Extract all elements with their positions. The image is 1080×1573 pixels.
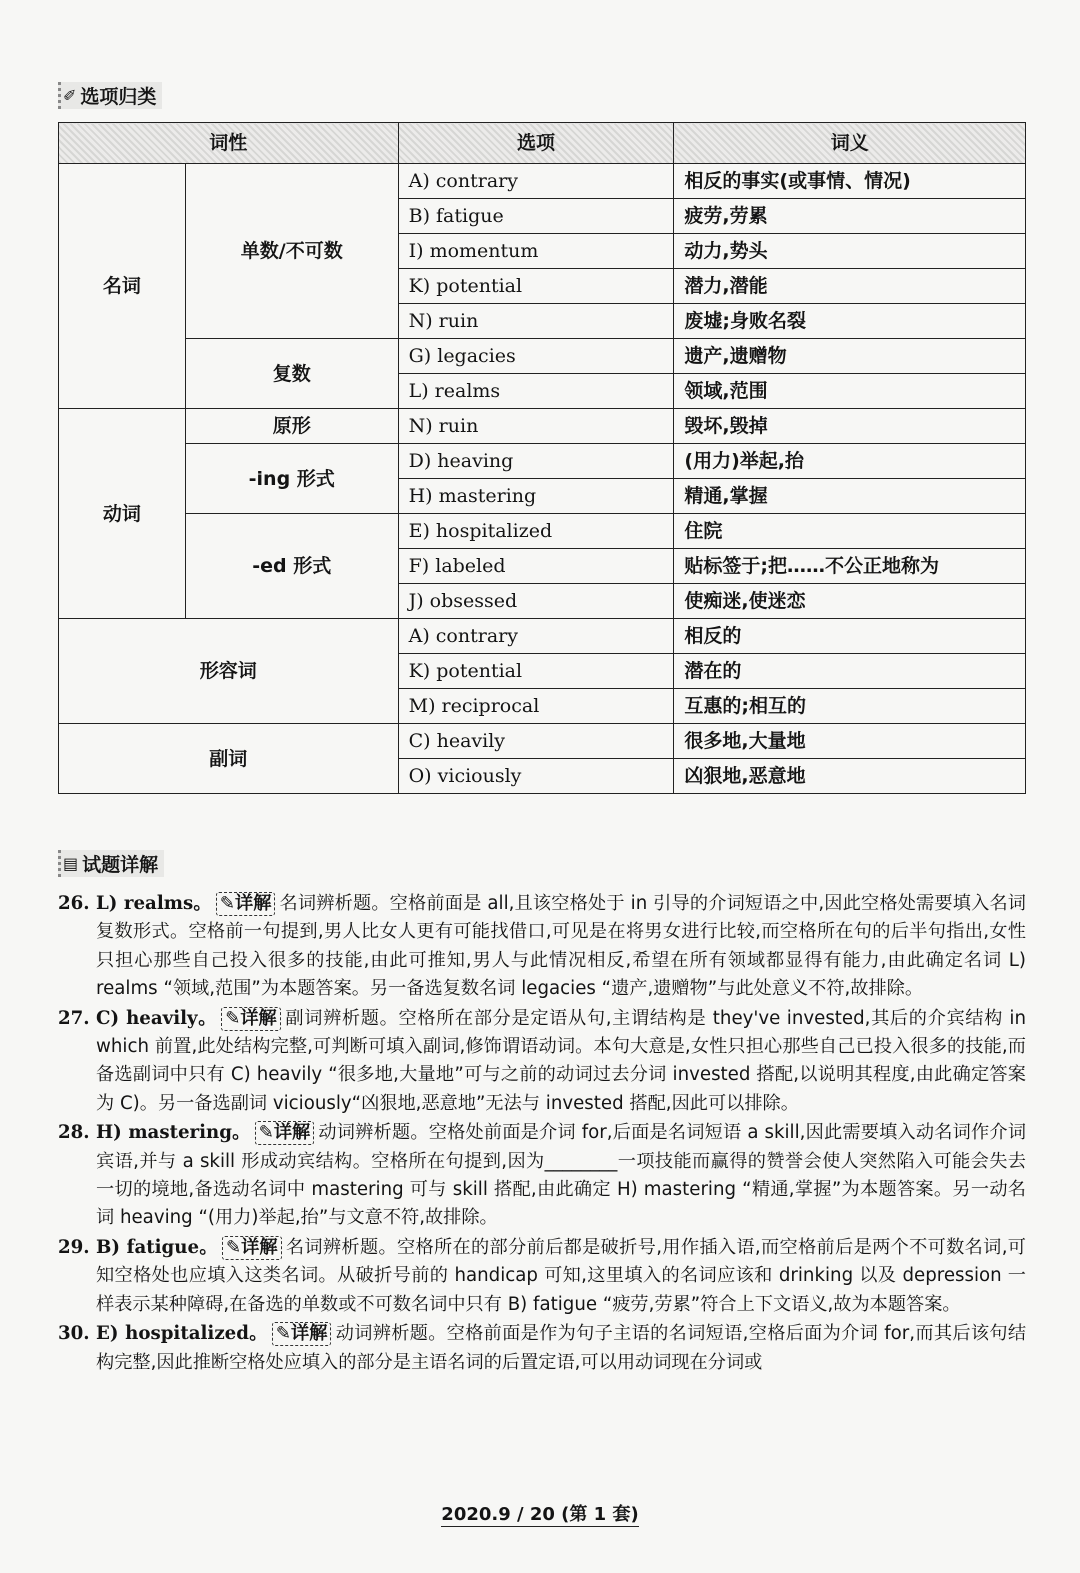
- pencil-icon: ✎: [258, 1122, 274, 1144]
- question-number: 27.: [58, 1007, 90, 1029]
- option-cell: C) heavily: [398, 724, 674, 759]
- table-row: [59, 619, 1026, 654]
- option-cell: F) labeled: [398, 549, 674, 584]
- explain-tag: ✎详解: [221, 1007, 281, 1031]
- meaning-cell: 潜力,潜能: [674, 269, 1026, 304]
- table-row: [59, 514, 1026, 549]
- option-cell: G) legacies: [398, 339, 674, 374]
- option-cell: B) fatigue: [398, 199, 674, 234]
- question-item: [58, 1005, 1026, 1119]
- meaning-cell: 动力,势头: [674, 234, 1026, 269]
- meaning-cell: 精通,掌握: [674, 479, 1026, 514]
- pencil-icon: ✎: [219, 893, 235, 914]
- meaning-cell: 疲劳,劳累: [674, 199, 1026, 234]
- explain-tag: ✎详解: [255, 1121, 315, 1145]
- meaning-cell: 凶狠地,恶意地: [674, 759, 1026, 794]
- question-text: 副词辨析题。空格所在部分是定语从句,主谓结构是 they've invested,其后的介宾结构 in which 前置,此处结构完整,可判断可填入副词,修饰谓语动词。本句大意是,女性只担心那些自己已投入很多的技能,而备选副词中只有 C) heavily “很多地,大量地”可与之前的动词过去分词 invested 搭配,以说明其程度,由此确定答案为 C)。另一备选副词 viciously“凶狠地,恶意地”无法与 invested 搭配,因此可以排除。: [96, 1007, 1026, 1114]
- question-item: [58, 1234, 1026, 1319]
- question-number: 26.: [58, 893, 90, 914]
- meaning-cell: 毁坏,毁掉: [674, 409, 1026, 444]
- meaning-cell: 遗产,遗赠物: [674, 339, 1026, 374]
- explain-tag: ✎详解: [216, 892, 276, 916]
- subpos-cell: 复数: [185, 339, 398, 409]
- question-item: [58, 1320, 1026, 1377]
- pos-cell: 名词: [59, 164, 186, 409]
- meaning-cell: 互惠的;相互的: [674, 689, 1026, 724]
- header-pos: 词性: [59, 123, 399, 164]
- question-number: 30.: [58, 1323, 90, 1345]
- pos-cell: 动词: [59, 409, 186, 619]
- table-header-row: [59, 123, 1026, 164]
- header-meaning: 词义: [674, 123, 1026, 164]
- question-text: 动词辨析题。空格处前面是介词 for,后面是名词短语 a skill,因此需要填入动名词作介词宾语,并与 a skill 形成动宾结构。空格所在句提到,因为________一项技能而赢得的赞誉会使人突然陷入可能会失去一切的境地,备选动名词中 mastering 可与 skill 搭配,由此确定 H) mastering “精通,掌握”为本题答案。另一动名词 heaving “(用力)举起,抬”与文意不符,故排除。: [96, 1122, 1027, 1229]
- option-cell: H) mastering: [398, 479, 674, 514]
- pos-cell: 副词: [59, 724, 399, 794]
- pencil-icon: ✎: [225, 1236, 242, 1258]
- meaning-cell: 很多地,大量地: [674, 724, 1026, 759]
- pencil-icon: ✎: [275, 1323, 292, 1345]
- section-title-detailed-explanation: [58, 850, 164, 877]
- option-cell: J) obsessed: [398, 584, 674, 619]
- meaning-cell: 潜在的: [674, 654, 1026, 689]
- vocabulary-table: [58, 122, 1026, 794]
- explanation-list: [58, 890, 1026, 1378]
- subpos-cell: -ing 形式: [185, 444, 398, 514]
- option-cell: I) momentum: [398, 234, 674, 269]
- subpos-cell: 原形: [185, 409, 398, 444]
- option-cell: A) contrary: [398, 619, 674, 654]
- meaning-cell: (用力)举起,抬: [674, 444, 1026, 479]
- option-cell: E) hospitalized: [398, 514, 674, 549]
- table-row: [59, 164, 1026, 199]
- page-footer: [0, 1500, 1080, 1526]
- option-cell: M) reciprocal: [398, 689, 674, 724]
- pos-cell: 形容词: [59, 619, 399, 724]
- question-answer: L) realms。: [96, 893, 212, 914]
- section-title-option-classification: [58, 82, 162, 109]
- book-icon: ▤: [63, 854, 79, 873]
- question-number: 29.: [58, 1236, 90, 1258]
- option-cell: D) heaving: [398, 444, 674, 479]
- question-text: 名词辨析题。空格所在的部分前后都是破折号,用作插入语,而空格前后是两个不可数名词,可知空格处也应填入这类名词。从破折号前的 handicap 可知,这里填入的名词应该和 drinking 以及 depression 一样表示某种障碍,在备选的单数或不可数名词中只有 B) fatigue “疲劳,劳累”符合上下文语义,故为本题答案。: [96, 1236, 1026, 1315]
- page-number: 2020.9 / 20 (第 1 套): [441, 1504, 639, 1525]
- question-text: 动词辨析题。空格前面是作为句子主语的名词短语,空格后面为介词 for,而其后该句结构完整,因此推断空格处应填入的部分是主语名词的后置定语,可以用动词现在分词或: [96, 1323, 1027, 1373]
- table-row: [59, 409, 1026, 444]
- table-row: [59, 444, 1026, 479]
- meaning-cell: 使痴迷,使迷恋: [674, 584, 1026, 619]
- section-title-text: 选项归类: [80, 86, 157, 108]
- option-cell: K) potential: [398, 269, 674, 304]
- table-row: [59, 339, 1026, 374]
- option-cell: A) contrary: [398, 164, 674, 199]
- meaning-cell: 相反的事实(或事情、情况): [674, 164, 1026, 199]
- pencil-icon: ✎: [225, 1007, 241, 1029]
- option-cell: N) ruin: [398, 409, 674, 444]
- meaning-cell: 领域,范围: [674, 374, 1026, 409]
- explain-tag: ✎详解: [222, 1236, 282, 1260]
- question-number: 28.: [58, 1122, 90, 1144]
- option-cell: N) ruin: [398, 304, 674, 339]
- meaning-cell: 废墟;身败名裂: [674, 304, 1026, 339]
- section-title-text: 试题详解: [82, 854, 159, 876]
- meaning-cell: 贴标签于;把……不公正地称为: [674, 549, 1026, 584]
- meaning-cell: 相反的: [674, 619, 1026, 654]
- option-cell: O) viciously: [398, 759, 674, 794]
- meaning-cell: 住院: [674, 514, 1026, 549]
- explain-tag: ✎详解: [272, 1322, 332, 1346]
- subpos-cell: 单数/不可数: [185, 164, 398, 339]
- option-cell: L) realms: [398, 374, 674, 409]
- question-item: [58, 890, 1026, 1004]
- question-answer: B) fatigue。: [96, 1236, 218, 1258]
- option-cell: K) potential: [398, 654, 674, 689]
- pen-icon: ✐: [63, 86, 77, 105]
- question-item: [58, 1119, 1026, 1233]
- question-answer: H) mastering。: [96, 1122, 251, 1144]
- question-answer: C) heavily。: [96, 1007, 218, 1029]
- question-text: 名词辨析题。空格前面是 all,且该空格处于 in 引导的介词短语之中,因此空格处需要填入名词复数形式。空格前一句提到,男人比女人更有可能找借口,可见是在将男女进行比较,而空格所在句的后半句指出,女性只担心那些自己投入很多的技能,由此可推知,男人与此情况相反,希望在所有领域都显得有能力,由此确定名词 L) realms “领域,范围”为本题答案。另一备选复数名词 legacies “遗产,遗赠物”与此处意义不符,故排除。: [96, 893, 1026, 1000]
- question-answer: E) hospitalized。: [96, 1323, 268, 1345]
- header-option: 选项: [398, 123, 674, 164]
- subpos-cell: -ed 形式: [185, 514, 398, 619]
- table-row: [59, 724, 1026, 759]
